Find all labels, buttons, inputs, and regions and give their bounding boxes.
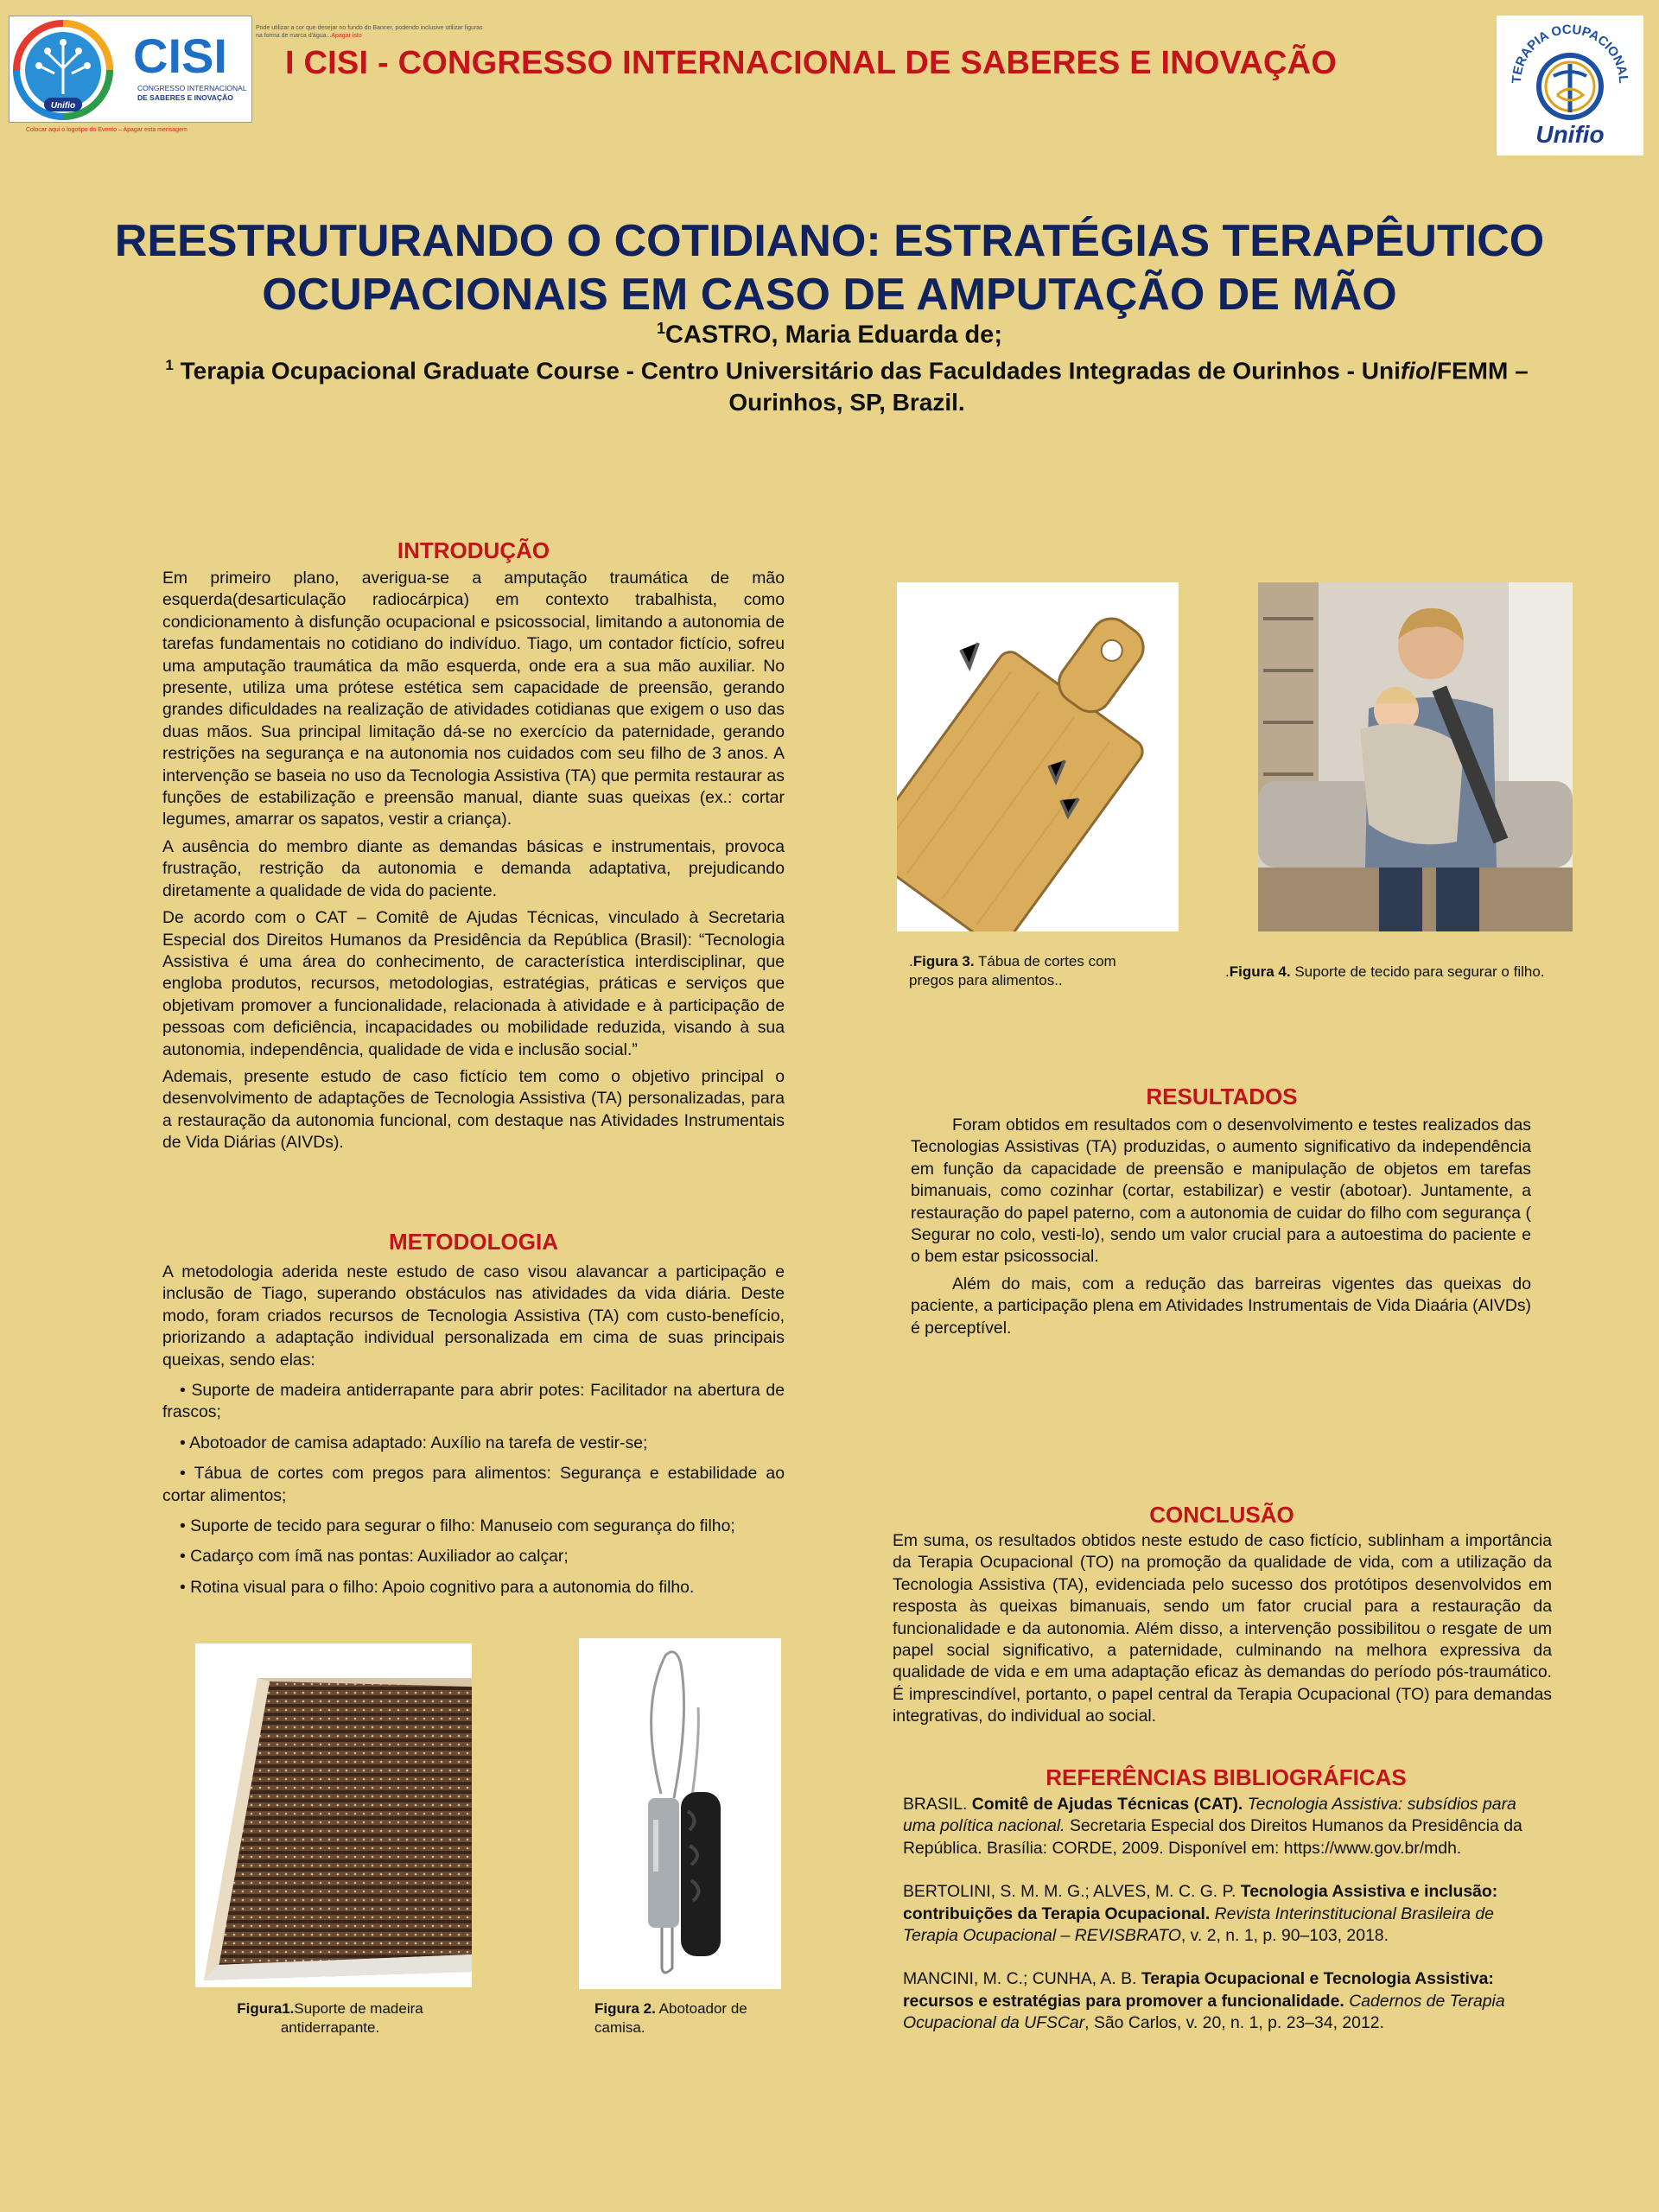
introducao-paragraph-3: De acordo com o CAT – Comitê de Ajudas Técnicas, vinculado à Secretaria Especial dos Direitos Humanos da Presidência da República (Brasil): “Tecnologia Assistiva é uma área do conhecimento, de característica interdisciplinar, que engloba produtos, recursos, metodologias, estratégias, práticas e serviços que objetivam promover a funcionalidade, relacionada à atividade e à participação de pessoas com deficiência, incapacidades ou mobilidade reduzida, visando à sua autonomia, independência, qualidade de vida e inclusão social.” <box>162 908 785 1059</box>
figure-2-text-a: Abotoador de <box>655 2000 747 2017</box>
figure-2-text-b: camisa. <box>594 2019 645 2036</box>
metodologia-item: • Abotoador de camisa adaptado: Auxílio na tarefa de vestir-se; <box>180 1433 648 1452</box>
figure-1-caption <box>200 1999 460 2037</box>
reference-1-subtitle: Tecnologia Assistiva: subsídios para uma política nacional. <box>903 1795 1516 1836</box>
reference-2-title: Tecnologia Assistiva e inclusão: contribuições da Terapia Ocupacional. <box>903 1882 1498 1923</box>
antislip-board-illustration <box>195 1643 472 1987</box>
metodologia-item: • Cadarço com ímã nas pontas: Auxiliador ao calçar; <box>180 1547 569 1567</box>
reference-3-author: MANCINI, M. C.; CUNHA, A. B. <box>903 1969 1141 1989</box>
affiliation-text-b: /FEMM – <box>1430 357 1529 385</box>
terapia-ocupacional-logo <box>1497 16 1643 156</box>
metodologia-intro: A metodologia aderida neste estudo de caso visou alavancar a participação e inclusão de Tiago, superando obstáculos nas atividades da vida diária. Deste modo, foram criados recursos de Tecnologia Assistiva (TA) com custo-benefício, priorizando a adaptação individual personalizada em cima de suas principais queixas, sendo elas: <box>162 1262 785 1370</box>
metodologia-item: • Suporte de madeira antiderrapante para abrir potes: Facilitador na abertura de frascos; <box>162 1381 785 1422</box>
figure-3-text-a: Tábua de cortes com <box>974 953 1116 969</box>
congress-title: I CISI - CONGRESSO INTERNACIONAL DE SABERES E INOVAÇÃO <box>285 45 1338 81</box>
reference-item <box>903 1881 1551 1947</box>
reference-3-title: Terapia Ocupacional e Tecnologia Assistiva: recursos e estratégias para promover a funcionalidade. <box>903 1969 1494 2011</box>
event-logo <box>9 16 252 123</box>
affiliation-italic: fio <box>1400 357 1431 385</box>
resultados-paragraph-2: Além do mais, com a redução das barreiras vigentes das queixas do paciente, a participação plena em Atividades Instrumentais de Vida Diaária (AIVDs) é perceptível. <box>911 1274 1531 1338</box>
reference-3-journal: Cadernos de Terapia Ocupacional da UFSCar <box>903 1991 1505 2033</box>
reference-item <box>903 1968 1551 2034</box>
author-superscript: 1 <box>657 320 666 337</box>
button-hook-illustration <box>579 1638 781 1989</box>
reference-3-details: , São Carlos, v. 20, n. 1, p. 23–34, 2012. <box>1084 2013 1384 2033</box>
resultados-paragraph-1: Foram obtidos em resultados com o desenvolvimento e testes realizados das Tecnologias Assistivas (TA) produzidas, o aumento significativo da independência em função da capacidade de preensão e manipulação de objetos em tarefas bimanuais, como cozinhar (cortar, estabilizar) e vestir (abotoar). Juntamente, a restauração do papel paterno, com a autonomia de cuidar do filho com segurança ( Segurar no colo, vesti-lo), sendo um valor crucial para a autoestima do paciente e o bem estar psicossocial. <box>911 1116 1531 1267</box>
metodologia-item: • Tábua de cortes com pregos para alimentos: Segurança e estabilidade ao cortar alimentos; <box>162 1464 785 1505</box>
figure-4-prefix: . <box>1225 963 1230 980</box>
figure-3-label: Figura 3. <box>912 953 975 969</box>
figure-2-image <box>579 1638 781 1989</box>
cutting-board-illustration <box>897 582 1179 931</box>
referencias-title: REFERÊNCIAS BIBLIOGRÁFICAS <box>1046 1764 1407 1790</box>
cisi-logo-sub1: CONGRESSO INTERNACIONAL <box>137 84 247 92</box>
author-name: CASTRO, Maria Eduarda de; <box>665 321 1002 349</box>
cisi-logo-name: CISI <box>133 29 227 83</box>
cisi-logo-badge: Unifio <box>50 101 76 111</box>
affiliation-text-a: Terapia Ocupacional Graduate Course - Centro Universitário das Faculdades Integradas de Ourinhos - Uni <box>173 357 1401 385</box>
metodologia-item: • Suporte de tecido para segurar o filho: Manuseio com segurança do filho; <box>180 1516 735 1536</box>
figure-3-caption <box>909 952 1168 990</box>
figure-3-text-b: pregos para alimentos.. <box>909 972 1063 988</box>
reference-2-journal: Revista Interinstitucional Brasileira de Terapia Ocupacional – REVISBRATO <box>903 1904 1494 1946</box>
figure-1-image <box>195 1643 472 1987</box>
template-note <box>256 24 515 40</box>
poster-title-line1: REESTRUTURANDO O COTIDIANO: ESTRATÉGIAS TERAPÊUTICO <box>114 216 1545 266</box>
affiliation-superscript: 1 <box>165 357 174 373</box>
template-note-line1: Pode utilizar a cor que desejar no fundo do Banner, podendo inclusive utilizar figuras <box>256 25 483 31</box>
template-note-line2: na forma de marca d'água... <box>256 33 332 39</box>
figure-3-prefix: . <box>909 953 913 969</box>
figure-4-text: Suporte de tecido para segurar o filho. <box>1290 963 1545 980</box>
poster-title <box>52 214 1607 321</box>
reference-2-details: , v. 2, n. 1, p. 90–103, 2018. <box>1180 1926 1389 1946</box>
figure-3-image <box>897 582 1179 931</box>
introducao-paragraph-1: Em primeiro plano, averigua-se a amputação traumática de mão esquerda(desarticulação radiocárpica) em contexto trabalhista, como condicionamento à disfunção ocupacional e psicossocial, limitando a autonomia de tarefas fundamentais no cotidiano do indivíduo. Tiago, um contador fictício, sofreu uma amputação traumática da mão esquerda, onde era a sua mão auxiliar. No presente, utiliza uma prótese estética sem capacidade de preensão, gerando grandes dificuldades na realização de atividades cotidianas que exigem o uso das duas mãos. Sua principal limitação dá-se no exercício da paternidade, gerando restrições na segurança e na autonomia nos cuidados com seu filho de 3 anos. A intervenção se baseia no uso da Tecnologia Assistiva (TA) que permita restaurar as funções de estabilização e preensão manual, diante suas queixas (ex.: cortar legumes, amarrar os sapatos, vestir a criança). <box>162 569 785 830</box>
affiliation-line2: Ourinhos, SP, Brazil. <box>728 389 965 416</box>
reference-item <box>903 1794 1551 1859</box>
figure-4-image <box>1258 582 1573 931</box>
conclusao-body: Em suma, os resultados obtidos neste estudo de caso fictício, sublinham a importância da Terapia Ocupacional (TO) na promoção da qualidade de vida, com a utilização da Tecnologia Assistiva (TA), evidenciada pelo sucesso dos protótipos desenvolvidos em resposta às queixas bimanuais, sendo um fator crucial para a restauração da funcionalidade e da autonomia. Além disso, a intervenção possibilitou o resgate de um papel social significativo, a paternidade, culminando na melhora expressiva da qualidade de vida e em uma adaptação eficaz às demandas do período pós-traumático. É imprescindível, portanto, o papel central da Terapia Ocupacional (TO) para demandas integrativas, do individual ao social. <box>893 1531 1552 1726</box>
to-logo-graphic <box>1497 16 1643 156</box>
figure-1-label: Figura1. <box>237 2000 295 2017</box>
reference-1-author: BRASIL. <box>903 1795 972 1814</box>
metodologia-item: • Rotina visual para o filho: Apoio cognitivo para a autonomia do filho. <box>180 1577 695 1597</box>
conclusao-title: CONCLUSÃO <box>1149 1502 1294 1528</box>
resultados-body <box>911 1115 1531 1344</box>
cisi-logo-sub2: DE SABERES E INOVAÇÃO <box>137 93 233 102</box>
metodologia-title: METODOLOGIA <box>389 1229 558 1255</box>
to-logo-arc-text: TERAPIA OCUPACIONAL <box>1509 22 1631 85</box>
author-line <box>52 320 1607 350</box>
poster-title-line2: OCUPACIONAIS EM CASO DE AMPUTAÇÃO DE MÃO <box>262 270 1397 320</box>
introducao-paragraph-4: Ademais, presente estudo de caso fictício tem como o objetivo principal o desenvolvimento de adaptações de Tecnologia Assistiva (TA) personalizadas, para a restauração da autonomia funcional, com destaque nas Atividades Instrumentais de Vida Diárias (AIVDs). <box>162 1066 785 1153</box>
reference-1-details: Secretaria Especial dos Direitos Humanos da Presidência da República. Brasília: CORDE, 2009. Disponível em: https://www.gov.br/mdh. <box>903 1816 1522 1858</box>
logo-placeholder-note: Colocar aqui o logotipo do Evento – Apagar esta mensagem <box>26 127 188 133</box>
metodologia-body <box>162 1262 785 1607</box>
figure-4-caption <box>1225 963 1588 982</box>
reference-2-author: BERTOLINI, S. M. M. G.; ALVES, M. C. G. P. <box>903 1882 1241 1902</box>
referencias-list <box>903 1794 1551 2056</box>
baby-carrier-photo-illustration <box>1258 582 1573 931</box>
reference-1-title: Comitê de Ajudas Técnicas (CAT). <box>971 1795 1243 1814</box>
introducao-paragraph-2: A ausência do membro diante as demandas básicas e instrumentais, provoca frustração, restrição da autonomia e demanda adaptativa, prejudicando diretamente a qualidade de vida do paciente. <box>162 836 785 900</box>
to-logo-badge: Unifio <box>1535 121 1605 148</box>
resultados-title: RESULTADOS <box>1146 1084 1298 1109</box>
cisi-logo-graphic <box>10 16 251 122</box>
introducao-body <box>162 568 785 1160</box>
figure-1-text-a: Suporte de madeira <box>294 2000 423 2017</box>
figure-2-caption <box>594 1999 802 2037</box>
introducao-title: INTRODUÇÃO <box>397 537 550 563</box>
figure-4-label: Figura 4. <box>1229 963 1291 980</box>
figure-1-text-b: antiderrapante. <box>280 2019 380 2036</box>
template-note-red: Apagar isto <box>331 33 362 39</box>
affiliation <box>95 349 1599 418</box>
figure-2-label: Figura 2. <box>594 2000 656 2017</box>
